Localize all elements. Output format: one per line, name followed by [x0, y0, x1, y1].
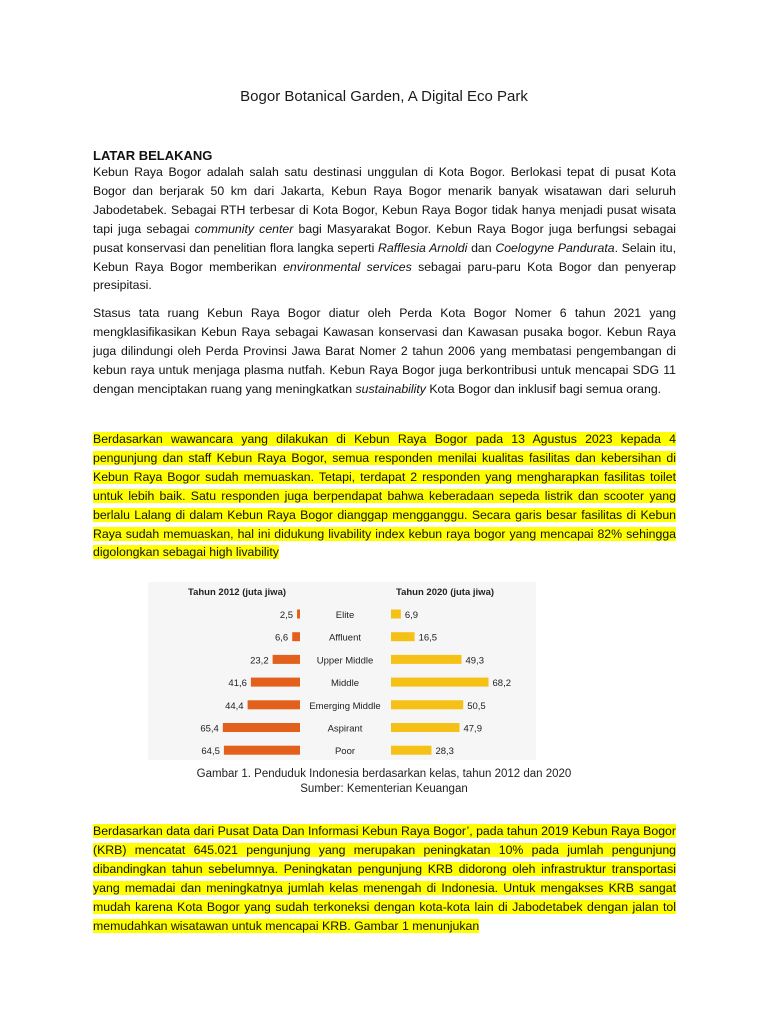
bar-2012: [224, 746, 300, 755]
series-2012-title: Tahun 2012 (juta jiwa): [188, 587, 287, 598]
data-label-2012: 44,4: [225, 700, 244, 712]
data-label-2012: 2,5: [279, 610, 294, 621]
text-run: . Selain itu, Kebun Raya Bogor memberikan: [93, 240, 676, 274]
figure-source: Sumber: Kementerian Keuangan: [300, 783, 468, 795]
data-label-2020: 6,9: [404, 610, 419, 621]
figure-caption: Gambar 1. Penduduk Indonesia berdasarkan kelas, tahun 2012 dan 2020: [196, 768, 572, 780]
highlighted-text: Berdasarkan wawancara yang dilakukan di Kebun Raya Bogor pada 13 Agustus 2023 kepada 4 pengunjung dan staff Kebun Raya Bogor, semua responden menilai kualitas fasilitas dan kebersihan di Kebun Raya Bogor sudah memuaskan. Tetapi, terdapat 2 responden yang mengharapkan fasilitas toilet untuk lebih baik. Satu responden juga berpendapat bahwa keberadaan sepeda listrik dan scooter yang berlalu Lalang di dalam Kebun Raya Bogor dianggap mengganggu. Secara garis besar fasilitas di Kebun Raya sudah memuaskan, hal ini didukung livability index kebun raya bogor yang mencapai 82% sehingga digolongkan sebagai high livability: [93, 432, 676, 560]
bar-2020: [391, 632, 415, 641]
data-label-2020: 47,9: [463, 723, 482, 735]
paragraph-interview: [93, 430, 676, 562]
bar-2020: [391, 655, 461, 664]
data-label-2012: 64,5: [201, 746, 220, 758]
text-run: sebagai paru-paru Kota Bogor dan penyerap presipitasi.: [93, 259, 677, 293]
bar-2020: [391, 723, 459, 732]
category-label: Poor: [334, 746, 356, 758]
category-label: Emerging Middle: [309, 700, 381, 712]
section-heading: LATAR BELAKANG: [93, 148, 213, 163]
text-run: Kebun Raya Bogor adalah salah satu destinasi unggulan di Kota Bogor. Berlokasi tepat di pusat Kota Bogor dan berjarak 50 km dari Jakarta, Kebun Raya Bogor menarik banyak wisatawan dari seluruh Jabodetabek. Sebagai RTH terbesar di Kota Bogor, Kebun Raya Bogor tidak hanya menjadi pusat wisata tapi juga sebagai: [93, 165, 676, 236]
bar-2020: [391, 610, 401, 619]
paragraph-background: [93, 163, 676, 295]
data-label-2020: 50,5: [467, 700, 486, 712]
bar-2020: [391, 700, 463, 709]
bar-2012: [251, 678, 300, 687]
data-label-2012: 41,6: [228, 678, 247, 690]
category-label: Aspirant: [327, 723, 363, 735]
data-label-2020: 28,3: [435, 746, 454, 758]
italic-term: Rafflesia Arnoldi: [378, 240, 468, 255]
text-run: dan: [467, 240, 496, 255]
text-run: bagi Masyarakat Bogor. Kebun Raya Bogor juga berfungsi sebagai pusat konservasi dan penelitian flora langka seperti: [93, 221, 677, 255]
text-run: Kota Bogor dan inklusif bagi semua orang.: [425, 381, 662, 396]
bar-2020: [391, 746, 431, 755]
bar-2012: [292, 632, 300, 641]
population-class-chart: [148, 582, 536, 760]
chart-canvas: [148, 582, 536, 760]
italic-term: sustainability: [355, 381, 426, 396]
category-label: Affluent: [328, 632, 362, 644]
highlighted-text: Berdasarkan data dari Pusat Data Dan Informasi Kebun Raya Bogor’, pada tahun 2019 Kebun Raya Bogor (KRB) mencatat 645.021 pengunjung yang merupakan peningkatan 10% pada jumlah pengunjung dibandingkan tahun sebelumnya. Peningkatan pengunjung KRB didorong oleh infrastruktur transportasi yang memadai dan meningkatnya jumlah kelas menengah di Indonesia. Untuk mengakses KRB sangat mudah karena Kota Bogor yang sudah terkoneksi dengan kota-kota lain di Jabodetabek dengan jalan tol memudahkan wisatawan untuk mencapai KRB. Gambar 1 menunjukan: [93, 824, 676, 933]
bar-2012: [297, 610, 300, 619]
bar-2012: [248, 700, 300, 709]
data-label-2020: 16,5: [418, 632, 438, 644]
bar-2012: [273, 655, 300, 664]
text-run: Stasus tata ruang Kebun Raya Bogor diatur oleh Perda Kota Bogor Nomer 6 tahun 2021 yang mengklasifikasikan Kebun Raya sebagai Kawasan konservasi dan Kawasan pusaka bogor. Kebun Raya juga dilindungi oleh Perda Provinsi Jawa Barat Nomer 2 tahun 2006 yang membatasi pengembangan di kebun raya untuk menjaga plasma nutfah. Kebun Raya Bogor juga berkontribusi untuk mencapai SDG 11 dengan menciptakan ruang yang meningkatkan: [93, 306, 676, 396]
data-label-2012: 23,2: [250, 655, 269, 667]
data-label-2012: 65,4: [200, 723, 219, 735]
data-label-2020: 49,3: [465, 655, 484, 667]
paragraph-visitor-data: [93, 822, 676, 935]
paragraph-zoning-status: [93, 304, 676, 399]
series-2020-title: Tahun 2020 (juta jiwa): [396, 587, 495, 598]
italic-term: environmental services: [283, 259, 412, 274]
italic-term: community center: [194, 221, 294, 236]
category-label: Elite: [335, 610, 355, 621]
data-label-2020: 68,2: [492, 678, 512, 690]
bar-2020: [391, 678, 489, 687]
category-label: Middle: [331, 678, 359, 690]
italic-term: Coelogyne Pandurata: [495, 240, 615, 255]
category-label: Upper Middle: [316, 655, 374, 667]
data-label-2012: 6,6: [274, 632, 289, 644]
bar-2012: [223, 723, 300, 732]
document-title: Bogor Botanical Garden, A Digital Eco Park: [240, 88, 528, 105]
